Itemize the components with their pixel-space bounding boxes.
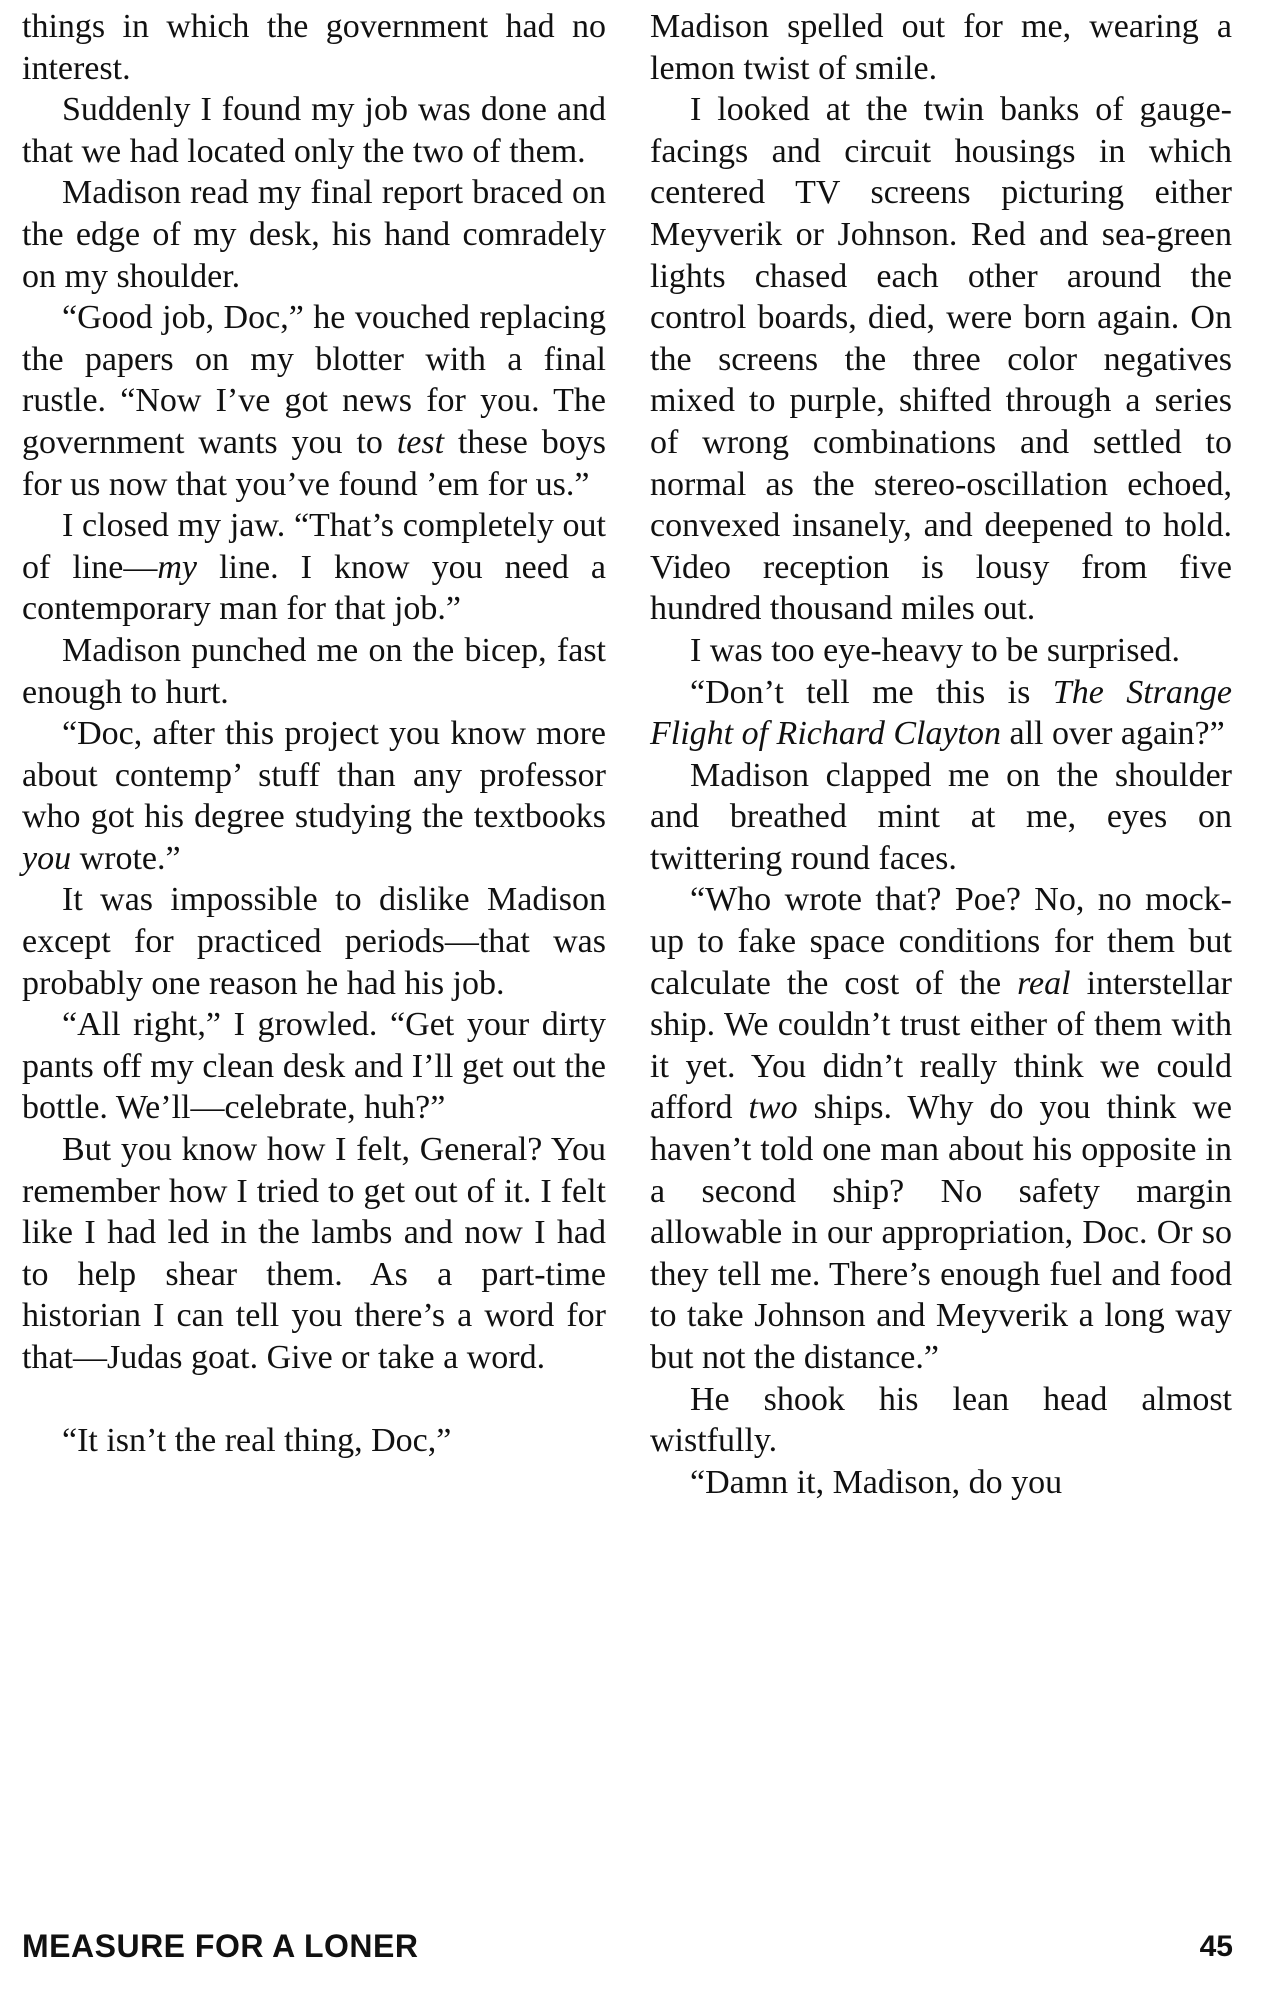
italic-text: my <box>157 548 198 586</box>
paragraph <box>22 713 606 879</box>
paragraph: Suddenly I found my job was done and that we had located only the two of them. <box>22 91 606 170</box>
text-run: “Don’t tell me this is <box>690 673 1053 711</box>
paragraph: It was impossible to dislike Madison except for practiced periods—that was probably one reason he had his job. <box>22 881 606 1002</box>
paragraph <box>22 297 606 505</box>
italic-text: The Strange Flight of Richard Clayton <box>650 673 1232 753</box>
paragraph <box>650 672 1232 755</box>
text-run: wrote.” <box>71 839 181 877</box>
paragraph <box>650 879 1232 1378</box>
paragraph: I looked at the twin banks of gauge-facings and circuit housings in which centered TV screens picturing either Meyverik or Johnson. Red and sea-green lights chased each other around the control boards, died, were born again. On the screens the three color negatives mixed to purple, shifted through a series of wrong combinations and settled to normal as the stereo-oscillation echoed, convexed insanely, and deepened to hold. Video reception is lousy from five hundred thousand miles out. <box>650 91 1232 628</box>
italic-text: you <box>22 839 72 877</box>
paragraph: things in which the government had no interest. <box>22 8 606 87</box>
paragraph: Madison punched me on the bicep, fast enough to hurt. <box>22 631 606 711</box>
paragraph: I was too eye-heavy to be surprised. <box>690 631 1181 669</box>
text-run: I closed my jaw. “That’s completely out of line— <box>22 507 606 586</box>
text-run: “Who wrote that? Poe? No, no mock-up to fake space conditions for them but calculate the cost of the <box>650 881 1232 1002</box>
text-run: these boys for us now that you’ve found ’em for us.” <box>22 423 606 503</box>
paragraph: He shook his lean head almost wistfully. <box>650 1380 1232 1460</box>
paragraph: Madison read my final report braced on the edge of my desk, his hand comradely on my shoulder. <box>22 174 606 295</box>
paragraph: “Damn it, Madison, do you <box>690 1463 1063 1501</box>
left-column <box>22 6 606 1461</box>
paragraph: “All right,” I growled. “Get your dirty pants off my clean desk and I’ll get out the bottle. We’ll—celebrate, huh?” <box>22 1006 606 1127</box>
right-column <box>650 6 1232 1503</box>
italic-text: real <box>1017 964 1071 1002</box>
text-run: “Doc, after this project you know more about contemp’ stuff than any professor who got his degree studying the textbooks <box>22 715 606 836</box>
text-run: line. I know you need a contemporary man for that job.” <box>22 548 606 628</box>
paragraph: Madison clapped me on the shoulder and breathed mint at me, eyes on twittering round faces. <box>650 756 1232 877</box>
text-run: ships. Why do you think we haven’t told one man about his opposite in a second ship? No safety margin allowable in our appropriation, Doc. Or so they tell me. There’s enough fuel and food to take Johnson and Meyverik a long way but not the distance.” <box>650 1089 1232 1376</box>
text-run: all over again?” <box>1001 715 1225 753</box>
paragraph: “It isn’t the real thing, Doc,” <box>62 1421 452 1459</box>
paragraph <box>22 505 606 630</box>
paragraph: But you know how I felt, General? You remember how I tried to get out of it. I felt like I had led in the lambs and now I had to help shear them. As a part-time historian I can tell you there’s a word for that—Judas goat. Give or take a word. <box>22 1131 606 1376</box>
paragraph: Madison spelled out for me, wearing a lemon twist of smile. <box>650 8 1232 87</box>
italic-text: two <box>748 1089 798 1127</box>
text-run: interstellar ship. We couldn’t trust either of them with it yet. You didn’t really think we could afford <box>650 964 1232 1127</box>
italic-text: test <box>396 423 445 461</box>
running-footer-title: MEASURE FOR A LONER <box>22 1928 419 1964</box>
page-number: 45 <box>1199 1930 1233 1963</box>
text-run: “Good job, Doc,” he vouched replacing the papers on my blotter with a final rustle. “Now I’ve got news for you. The government wants you to <box>22 299 606 461</box>
